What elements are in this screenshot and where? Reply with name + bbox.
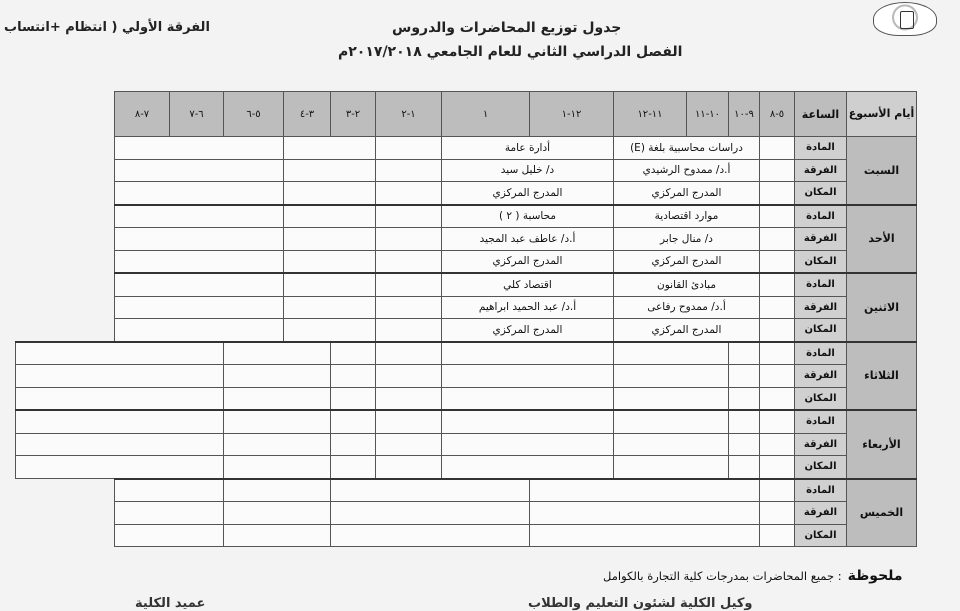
empty-cell [115, 502, 224, 525]
empty-cell [376, 387, 442, 410]
time-slot-header: ٦-٧ [170, 92, 224, 137]
day-wednesday: الأربعاء [847, 410, 917, 479]
empty-cell [760, 137, 795, 160]
empty-cell [284, 137, 376, 160]
empty-cell [760, 456, 795, 479]
time-slot-header: ١٢-١ [530, 92, 614, 137]
empty-cell [331, 342, 376, 365]
time-slot-header: ١-٢ [376, 92, 442, 137]
empty-cell [614, 410, 729, 433]
row-label-lecturer: الفرقة [795, 296, 847, 319]
empty-cell [760, 365, 795, 388]
lecturer-cell: أ.د/ ممدوح رفاعى [614, 296, 760, 319]
empty-cell [760, 159, 795, 182]
row-label-lecturer: الفرقة [795, 228, 847, 251]
empty-cell [614, 387, 729, 410]
time-slot-header: ٥-٦ [224, 92, 284, 137]
row-label-subject: المادة [795, 273, 847, 296]
time-slot-header: ٣-٤ [284, 92, 331, 137]
vice-dean-signature-label: وكيل الكلية لشئون التعليم والطلاب [528, 596, 753, 611]
place-cell: المدرج المركزي [614, 319, 760, 342]
empty-cell [115, 159, 284, 182]
empty-cell [442, 410, 614, 433]
empty-cell [530, 502, 760, 525]
time-slot-header: ٧-٨ [115, 92, 170, 137]
table-row [16, 479, 917, 502]
lecturer-cell: د/ خليل سيد [442, 159, 614, 182]
empty-cell [442, 456, 614, 479]
place-cell: المدرج المركزي [614, 250, 760, 273]
empty-cell [760, 479, 795, 502]
empty-cell [331, 502, 530, 525]
time-slot-header: ٩-١٠ [729, 92, 760, 137]
empty-cell [760, 502, 795, 525]
day-saturday: السبت [847, 137, 917, 205]
empty-cell [284, 228, 376, 251]
table-row [16, 205, 917, 228]
empty-cell [224, 410, 331, 433]
row-label-lecturer: الفرقة [795, 433, 847, 456]
empty-cell [224, 387, 331, 410]
empty-cell [224, 365, 331, 388]
empty-cell [760, 342, 795, 365]
empty-cell [614, 433, 729, 456]
table-row [16, 273, 917, 296]
empty-cell [760, 228, 795, 251]
day-column-header: أيام الأسبوع [847, 92, 917, 137]
table-row [16, 296, 917, 319]
empty-cell [115, 205, 284, 228]
document-title: جدول توزيع المحاضرات والدروس [392, 20, 622, 36]
empty-cell [284, 250, 376, 273]
document-subtitle: الفصل الدراسي الثاني للعام الجامعي ٢٠١٧/٢٠١٨م [338, 44, 683, 60]
table-row [16, 159, 917, 182]
empty-cell [115, 319, 284, 342]
empty-cell [760, 296, 795, 319]
empty-cell [530, 524, 760, 547]
empty-cell [760, 205, 795, 228]
empty-cell [16, 456, 224, 479]
empty-cell [376, 205, 442, 228]
empty-cell [331, 365, 376, 388]
empty-cell [115, 137, 284, 160]
empty-cell [16, 365, 224, 388]
subject-cell: مبادئ القانون [614, 273, 760, 296]
subject-cell: اقتصاد كلي [442, 273, 614, 296]
row-label-lecturer: الفرقة [795, 502, 847, 525]
note-label: ملحوظة [847, 568, 903, 584]
university-logo-icon [873, 2, 937, 36]
empty-cell [16, 387, 224, 410]
subject-cell: موارد اقتصادية [614, 205, 760, 228]
empty-cell [224, 342, 331, 365]
empty-cell [376, 182, 442, 205]
empty-cell [376, 296, 442, 319]
empty-cell [284, 182, 376, 205]
empty-cell [376, 319, 442, 342]
empty-cell [224, 479, 331, 502]
table-row [16, 502, 917, 525]
empty-cell [331, 456, 376, 479]
empty-cell [331, 387, 376, 410]
empty-cell [729, 342, 760, 365]
table-row [16, 365, 917, 388]
empty-cell [16, 342, 224, 365]
place-cell: المدرج المركزي [442, 319, 614, 342]
place-cell: المدرج المركزي [442, 182, 614, 205]
empty-cell [376, 228, 442, 251]
empty-cell [376, 137, 442, 160]
table-row [16, 433, 917, 456]
lecturer-cell: أ.د/ عاطف عبد المجيد [442, 228, 614, 251]
empty-cell [376, 159, 442, 182]
empty-cell [760, 387, 795, 410]
empty-cell [331, 479, 530, 502]
empty-cell [284, 273, 376, 296]
table-row [16, 410, 917, 433]
empty-cell [760, 319, 795, 342]
empty-cell [376, 342, 442, 365]
time-column-header: الساعة [795, 92, 847, 137]
table-row [16, 524, 917, 547]
row-label-place: المكان [795, 250, 847, 273]
empty-cell [614, 342, 729, 365]
empty-cell [442, 342, 614, 365]
empty-cell [115, 228, 284, 251]
day-sunday: الأحد [847, 205, 917, 274]
subject-cell: محاسبة ( ٢ ) [442, 205, 614, 228]
empty-cell [224, 456, 331, 479]
empty-cell [115, 524, 224, 547]
subject-cell: أدارة عامة [442, 137, 614, 160]
empty-cell [224, 502, 331, 525]
row-label-subject: المادة [795, 479, 847, 502]
table-row [16, 250, 917, 273]
time-slot-header: ٥-٨ [760, 92, 795, 137]
empty-cell [376, 250, 442, 273]
empty-cell [284, 296, 376, 319]
empty-cell [224, 524, 331, 547]
empty-cell [16, 433, 224, 456]
empty-cell [115, 296, 284, 319]
row-label-subject: المادة [795, 342, 847, 365]
empty-cell [760, 182, 795, 205]
empty-cell [729, 433, 760, 456]
grade-label: الفرقة الأولي ( انتظام +انتساب [4, 20, 210, 35]
empty-cell [284, 319, 376, 342]
lecturer-cell: د/ منال جابر [614, 228, 760, 251]
empty-cell [376, 433, 442, 456]
empty-cell [760, 273, 795, 296]
empty-cell [115, 273, 284, 296]
row-label-subject: المادة [795, 410, 847, 433]
dean-signature-label: عميد الكلية [135, 596, 206, 611]
empty-cell [614, 456, 729, 479]
row-label-lecturer: الفرقة [795, 159, 847, 182]
empty-cell [284, 205, 376, 228]
day-thursday: الخميس [847, 479, 917, 547]
empty-cell [376, 456, 442, 479]
day-tuesday: الثلاثاء [847, 342, 917, 411]
note-text: : جميع المحاضرات بمدرجات كلية التجارة بالكوامل [603, 569, 842, 583]
empty-cell [331, 410, 376, 433]
empty-cell [115, 250, 284, 273]
empty-cell [760, 524, 795, 547]
time-slot-header: ١٠-١١ [687, 92, 729, 137]
table-row [16, 182, 917, 205]
table-row [16, 319, 917, 342]
time-slot-header: ١ [442, 92, 530, 137]
lecturer-cell: أ.د/ ممدوح الرشيدي [614, 159, 760, 182]
empty-cell [115, 479, 224, 502]
empty-cell [442, 433, 614, 456]
empty-cell [442, 365, 614, 388]
table-row [16, 228, 917, 251]
subject-cell: دراسات محاسبية بلغة (E) [614, 137, 760, 160]
empty-cell [729, 456, 760, 479]
empty-cell [729, 410, 760, 433]
table-row [16, 387, 917, 410]
place-cell: المدرج المركزي [614, 182, 760, 205]
row-label-place: المكان [795, 524, 847, 547]
empty-cell [331, 433, 376, 456]
empty-cell [331, 524, 530, 547]
empty-cell [16, 410, 224, 433]
schedule-table [15, 91, 917, 547]
empty-cell [376, 410, 442, 433]
row-label-place: المكان [795, 456, 847, 479]
empty-cell [614, 365, 729, 388]
empty-cell [729, 365, 760, 388]
note [603, 568, 903, 584]
table-row [16, 456, 917, 479]
empty-cell [442, 387, 614, 410]
empty-cell [376, 365, 442, 388]
time-slot-header: ٢-٣ [331, 92, 376, 137]
row-label-lecturer: الفرقة [795, 365, 847, 388]
row-label-subject: المادة [795, 137, 847, 160]
place-cell: المدرج المركزي [442, 250, 614, 273]
empty-cell [729, 387, 760, 410]
row-label-subject: المادة [795, 205, 847, 228]
empty-cell [376, 273, 442, 296]
table-header-row [16, 92, 917, 137]
time-slot-header: ١١-١٢ [614, 92, 687, 137]
empty-cell [760, 433, 795, 456]
row-label-place: المكان [795, 182, 847, 205]
table-row [16, 342, 917, 365]
day-monday: الاثنين [847, 273, 917, 342]
empty-cell [224, 433, 331, 456]
empty-cell [115, 182, 284, 205]
empty-cell [284, 159, 376, 182]
empty-cell [530, 479, 760, 502]
empty-cell [760, 250, 795, 273]
row-label-place: المكان [795, 319, 847, 342]
empty-cell [760, 410, 795, 433]
lecturer-cell: أ.د/ عبد الحميد ابراهيم [442, 296, 614, 319]
row-label-place: المكان [795, 387, 847, 410]
table-row [16, 137, 917, 160]
